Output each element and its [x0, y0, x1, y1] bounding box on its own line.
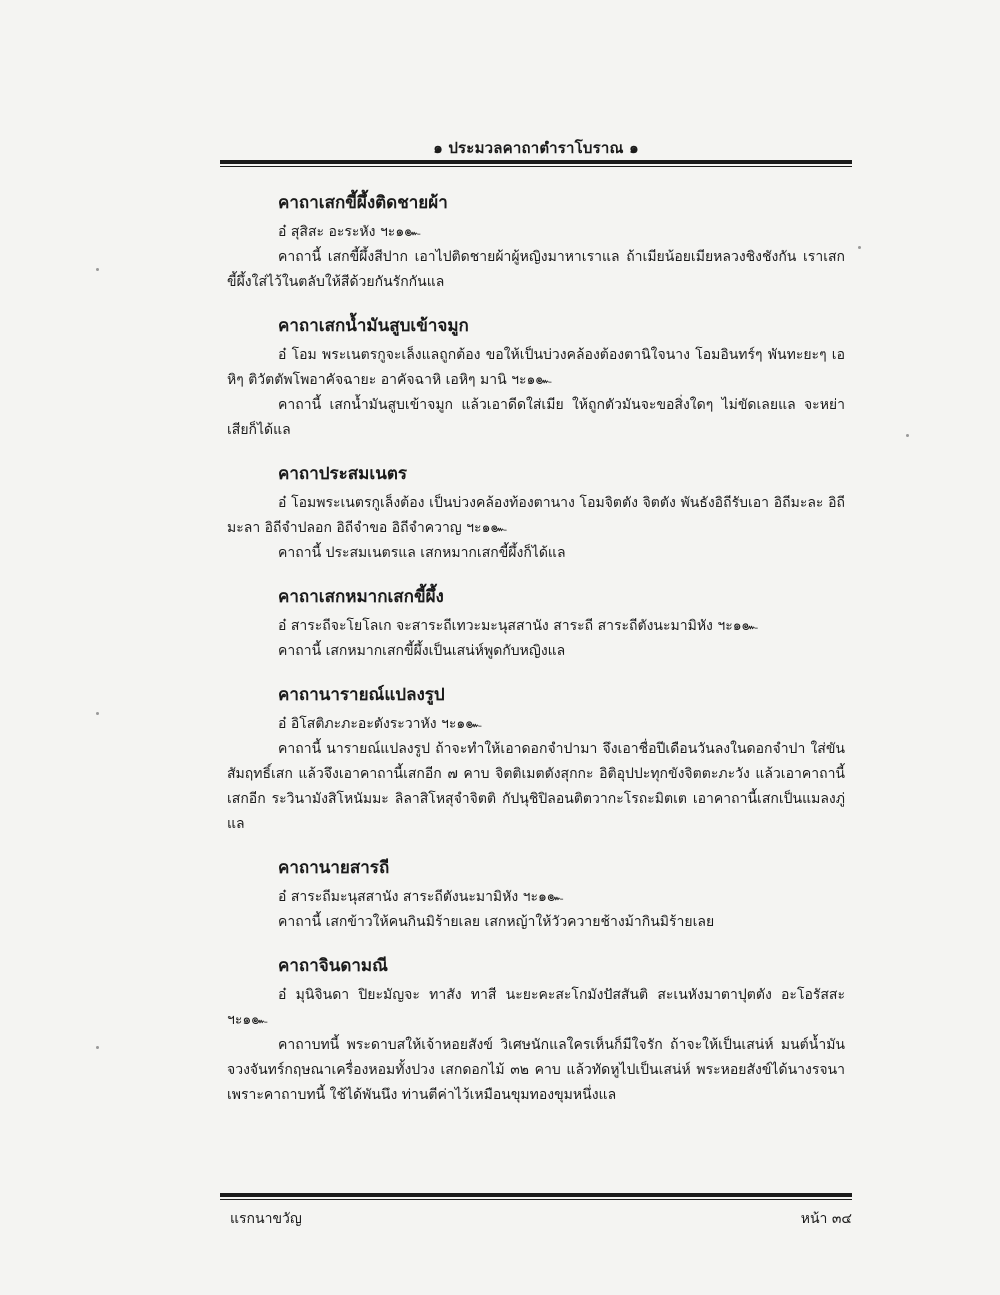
section-paragraph: อ๋ สาระถีจะโยโลเก จะสาระถีเทวะมะนุสสานัง สาระถี สาระถีตังนะมามิหัง ฯะ๑๛	[278, 618, 758, 634]
section-heading: คาถาเสกขี้ผึ้งติดชายผ้า	[278, 193, 448, 213]
footer-rule-thick	[220, 1193, 852, 1197]
section-4	[227, 584, 845, 664]
scan-speck	[906, 434, 909, 437]
header-rule-thick	[220, 160, 852, 164]
scan-speck	[96, 1046, 99, 1049]
footer-book-title: แรกนาขวัญ	[230, 1211, 302, 1227]
section-paragraph: อ๋ สาระถีมะนุสสานัง สาระถีตังนะมามิหัง ฯะ๑๛	[278, 889, 564, 905]
section-paragraph: อ๋ โอมพระเนตรกูเล็งต้อง เป็นบ่วงคล้องท้องตานาง โอมจิตตัง จิตตัง พันธังอิถีรับเอา อิถีมะละ อิถีมะลา อิถีจำปลอก อิถีจำขอ อิถีจำควาญ ฯะ๑๛	[227, 495, 845, 536]
section-paragraph: คาถาบทนี้ พระดาบสให้เจ้าหอยสังข์ วิเศษนักแลใครเห็นก็มีใจรัก ถ้าจะให้เป็นเสน่ห์ มนต์น้ำมันจวงจันทร์กฤษณาเครื่องหอมทั้งปวง เสกดอกไม้ ๓๒ คาบ แล้วทัดหูไปเป็นเสน่ห์ พระหอยสังข์ได้นางรจนาเพราะคาถาบทนี้ ใช้ได้พันนึง ท่านตีค่าไว้เหมือนขุมทองขุมหนึ่งแล	[227, 1037, 845, 1103]
section-5	[227, 682, 845, 837]
section-paragraph: คาถานี้ เสกน้ำมันสูบเข้าจมูก แล้วเอาดีดใส่เมีย ให้ถูกตัวมันจะขอสิ่งใดๆ ไม่ขัดเลยแล จะหย่าเสียก็ได้แล	[227, 397, 845, 438]
section-6	[227, 855, 845, 935]
scan-speck	[96, 712, 99, 715]
section-paragraph: คาถานี้ เสกหมากเสกขี้ผึ้งเป็นเสน่ห์พูดกับหญิงแล	[278, 643, 566, 659]
footer-rule-thin	[220, 1199, 852, 1200]
section-paragraph: คาถานี้ เสกขี้ผึ้งสีปาก เอาไปติดชายผ้าผู้หญิงมาหาเราแล ถ้าเมียน้อยเมียหลวงชิงชังกัน เราเสกขี้ผึ้งใส่ไว้ในตลับให้สีด้วยกันรักกันแล	[227, 249, 845, 290]
section-heading: คาถานายสารถี	[278, 858, 390, 878]
section-heading: คาถาเสกน้ำมันสูบเข้าจมูก	[278, 316, 469, 336]
section-2	[227, 313, 845, 443]
section-heading: คาถานารายณ์แปลงรูป	[278, 685, 445, 705]
section-heading: คาถาเสกหมากเสกขี้ผึ้ง	[278, 587, 444, 607]
section-paragraph: อ๋ สุสิสะ อะระหัง ฯะ๑๛	[278, 224, 421, 240]
section-1	[227, 190, 845, 295]
header-rule-thin	[220, 166, 852, 167]
scan-speck	[96, 268, 99, 271]
section-paragraph: อ๋ มุนิจินดา ปิยะมัญจะ ทาสัง ทาสี นะยะคะสะโกมังปัสสันติ สะเนหังมาตาปุตตัง อะโอรัสสะ ฯะ๑๛	[227, 987, 845, 1028]
section-paragraph: คาถานี้ ประสมเนตรแล เสกหมากเสกขี้ผึ้งก็ได้แล	[278, 545, 566, 561]
section-paragraph: อ๋ โอม พระเนตรกูจะเล็งแลถูกต้อง ขอให้เป็นบ่วงคล้องต้องตานิใจนาง โอมอินทร์ๆ พันทะยะๆ เอหิๆ ติวัตตัพโพอาคัจฉายะ อาคัจฉาหิ เอหิๆ มานิ ฯะ๑๛	[227, 347, 845, 388]
section-paragraph: คาถานี้ เสกข้าวให้คนกินมิร้ายเลย เสกหญ้าให้วัวควายช้างม้ากินมิร้ายเลย	[278, 914, 715, 930]
section-7	[227, 953, 845, 1108]
section-heading: คาถาจินดามณี	[278, 956, 388, 976]
section-3	[227, 461, 845, 566]
footer-page-number: หน้า ๓๔	[800, 1211, 852, 1227]
section-paragraph: คาถานี้ นารายณ์แปลงรูป ถ้าจะทำให้เอาดอกจำปามา จึงเอาชื่อปีเดือนวันลงในดอกจำปา ใส่ขันสัมฤทธิ์เสก แล้วจึงเอาคาถานี้เสกอีก ๗ คาบ จิตติเมตตังสุกกะ อิติอุปปะทุกขังจิตตะภะวัง แล้วเอาคาถานี้เสกอีก ระวินามังสิโหนัมมะ ลิลาสิโหสุจำจิตติ กัปนุชิปิลอนติตวากะโรถะมิตเต เอาคาถานี้เสกเป็นแมลงภู่แล	[227, 741, 845, 832]
page-header-title: ๑ ประมวลคาถาตำราโบราณ ๑	[433, 139, 639, 157]
section-paragraph: อ๋ อิโสติภะภะอะตังระวาหัง ฯะ๑๛	[278, 716, 482, 732]
scan-speck	[858, 246, 861, 249]
section-heading: คาถาประสมเนตร	[278, 464, 407, 484]
content-body	[227, 190, 845, 1126]
